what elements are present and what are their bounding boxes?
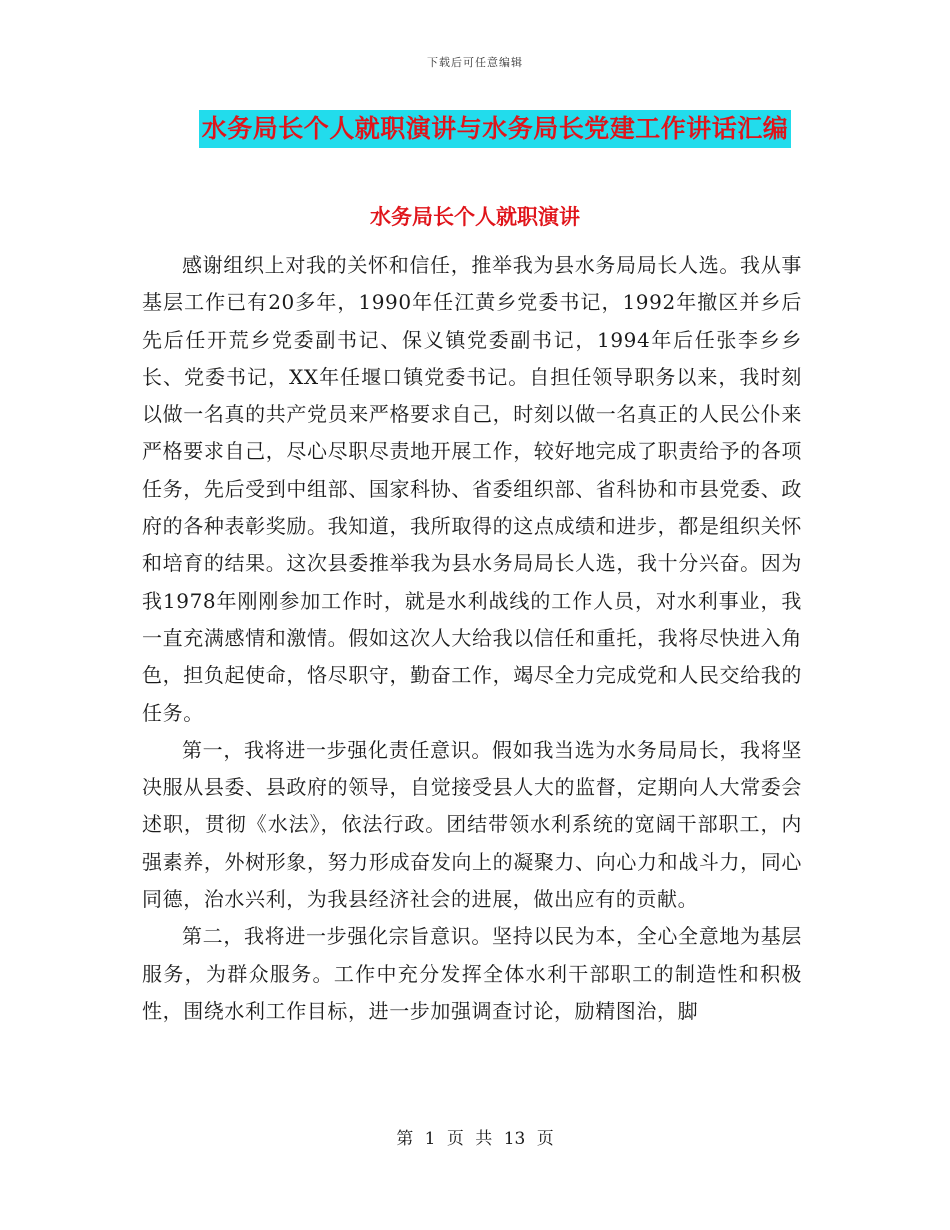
- document-title: 水务局长个人就职演讲与水务局长党建工作讲话汇编: [199, 110, 792, 148]
- section-title: 水务局长个人就职演讲: [370, 205, 580, 229]
- paragraph-intro: 感谢组织上对我的关怀和信任，推举我为县水务局局长人选。我从事基层工作已有20多年，1990年任江黄乡党委书记，1992年撤区并乡后先后任开荒乡党委副书记、保义镇党委副书记，1994年后任张李乡乡长、党委书记，XX年任堰口镇党委书记。自担任领导职务以来，我时刻以做一名真的共产党员来严格要求自己，时刻以做一名真正的人民公仆来严格要求自己，尽心尽职尽责地开展工作，较好地完成了职责给予的各项任务，先后受到中组部、国家科协、省委组织部、省科协和市县党委、政府的各种表彰奖励。我知道，我所取得的这点成绩和进步，都是组织关怀和培育的结果。这次县委推举我为县水务局局长人选，我十分兴奋。因为我1978年刚刚参加工作时，就是水利战线的工作人员，对水利事业，我一直充满感情和激情。假如这次人大给我以信任和重托，我将尽快进入角色，担负起使命，恪尽职守，勤奋工作，竭尽全力完成党和人民交给我的任务。: [142, 253, 802, 725]
- paragraph-first-point: 第一，我将进一步强化责任意识。假如我当选为水务局局长，我将坚决服从县委、县政府的领导，自觉接受县人大的监督，定期向人大常委会述职，贯彻《水法》，依法行政。团结带领水利系统的宽阔干部职工，内强素养，外树形象，努力形成奋发向上的凝聚力、向心力和战斗力，同心同德，治水兴利，为我县经济社会的进展，做出应有的贡献。: [142, 737, 802, 912]
- document-body: [142, 247, 802, 1030]
- page-footer: 第 1 页 共 13 页: [396, 1129, 554, 1149]
- document-title-container: [0, 110, 950, 148]
- paragraph-second-point: 第二，我将进一步强化宗旨意识。坚持以民为本，全心全意地为基层服务，为群众服务。工作中充分发挥全体水利干部职工的制造性和积极性，围绕水利工作目标，进一步加强调查讨论，励精图治，脚: [142, 924, 802, 1023]
- header-note: 下载后可任意编辑: [427, 56, 523, 69]
